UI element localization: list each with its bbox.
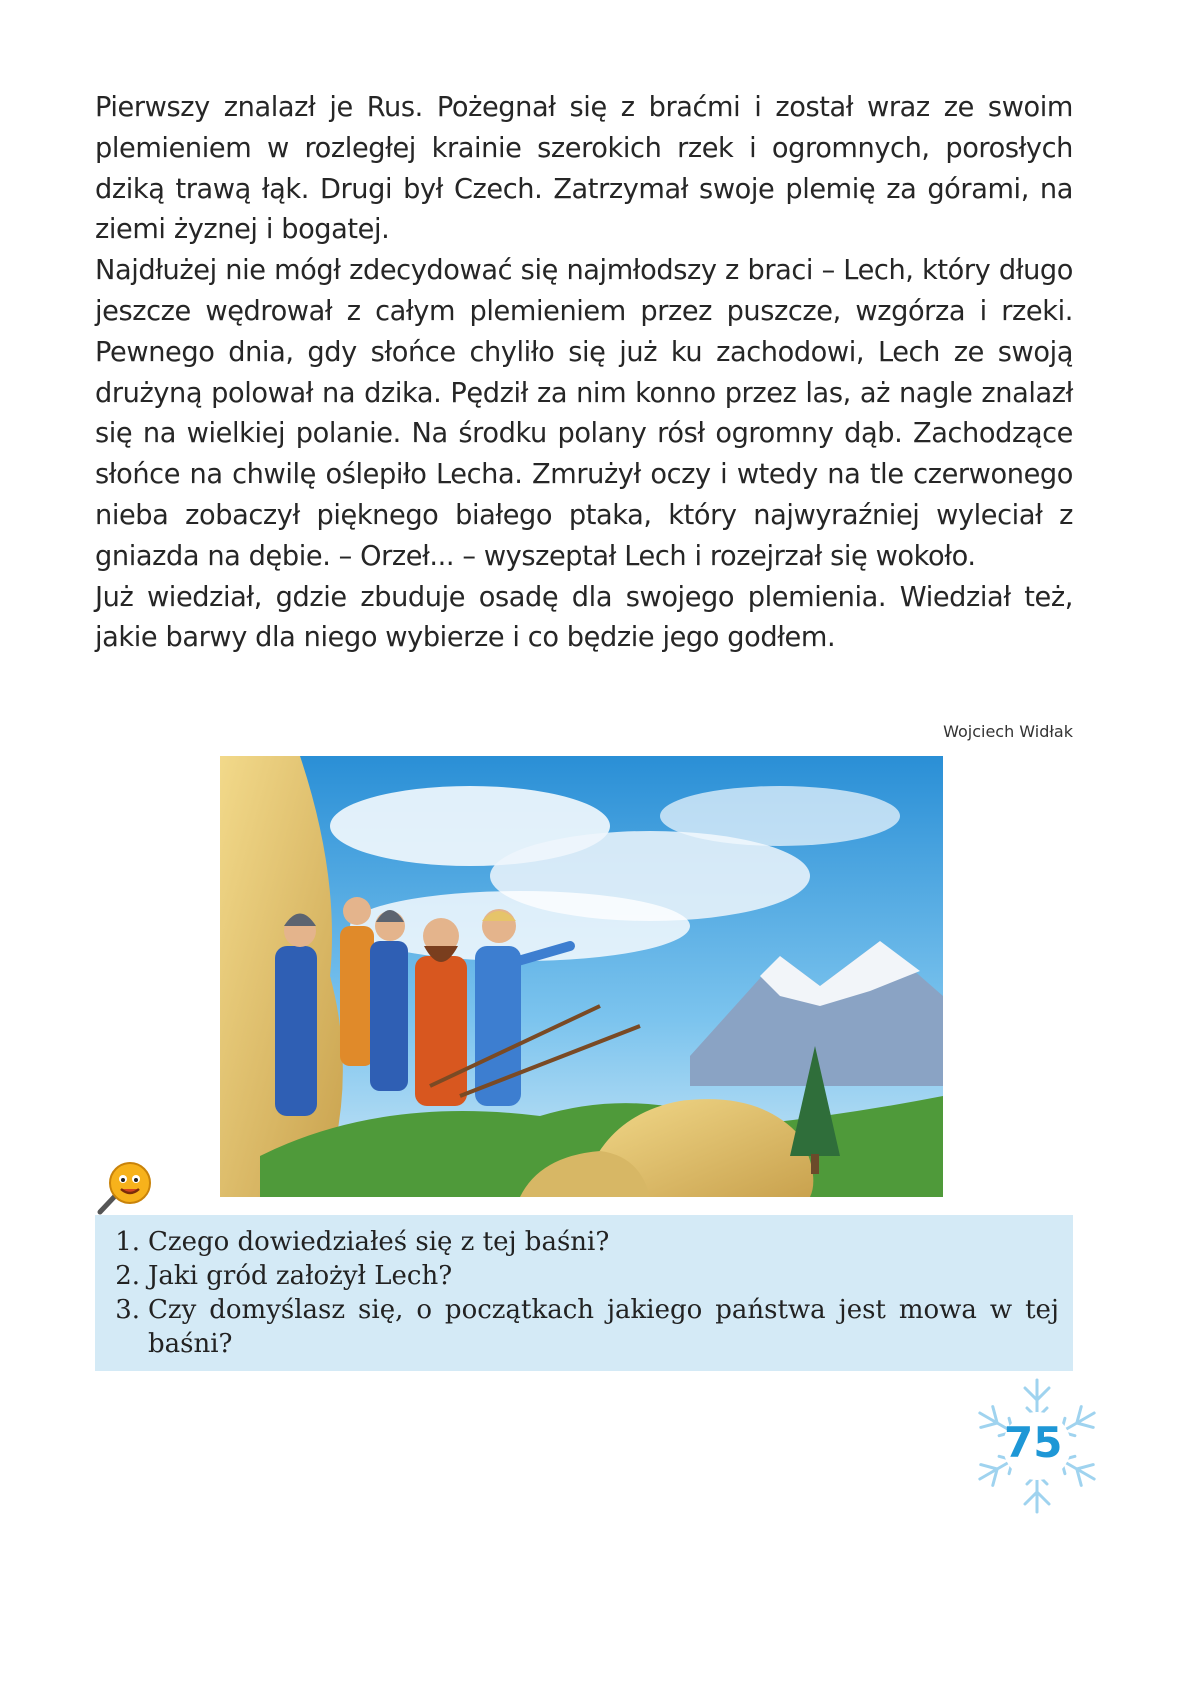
story-paragraph: Najdłużej nie mógł zdecydować się najmłodszy z braci – Lech, który długo jeszcze wędrował z całym plemieniem przez puszcze, wzgórza i rzeki. Pewnego dnia, gdy słońce chyliło się już ku zachodowi, Lech ze swoją drużyną polował na dzika. Pędził za nim konno przez las, aż nagle znalazł się na wielkiej polanie. Na środku polany rósł ogromny dąb. Zachodzące słońce na chwilę oślepiło Lecha. Zmrużył oczy i wtedy na tle czerwonego nieba zobaczył pięknego białego ptaka, który najwyraźniej wyleciał z gniazda na dębie. – Orzeł... – wyszeptał Lech i rozejrzał się wokoło.	[95, 255, 1073, 572]
page-number: 75	[1004, 1418, 1063, 1467]
smiley-with-microphone-icon	[92, 1157, 154, 1217]
question-text: Czy domyślasz się, o początkach jakiego państwa jest mowa w tej baśni?	[148, 1295, 1059, 1359]
question-text: Jaki gród założył Lech?	[148, 1261, 453, 1291]
question-number: 1.	[115, 1227, 140, 1257]
author-credit: Wojciech Widłak	[943, 722, 1073, 741]
question-item	[95, 1225, 1059, 1259]
story-text	[95, 88, 1073, 659]
question-list	[95, 1215, 1073, 1361]
question-text: Czego dowiedziałeś się z tej baśni?	[148, 1227, 610, 1257]
question-number: 3.	[115, 1295, 140, 1325]
question-number: 2.	[115, 1261, 140, 1291]
story-paragraph: Pierwszy znalazł je Rus. Pożegnał się z braćmi i został wraz ze swoim plemieniem w rozległej krainie szerokich rzek i ogromnych, porosłych dziką trawą łąk. Drugi był Czech. Zatrzymał swoje plemię za górami, na ziemi żyznej i bogatej.	[95, 92, 1073, 246]
story-illustration	[220, 756, 943, 1197]
story-paragraph: Już wiedział, gdzie zbuduje osadę dla swojego plemienia. Wiedział też, jakie barwy dla niego wybierze i co będzie jego godłem.	[95, 581, 1073, 654]
questions-box	[95, 1215, 1073, 1371]
question-item	[95, 1293, 1059, 1361]
question-item	[95, 1259, 1059, 1293]
